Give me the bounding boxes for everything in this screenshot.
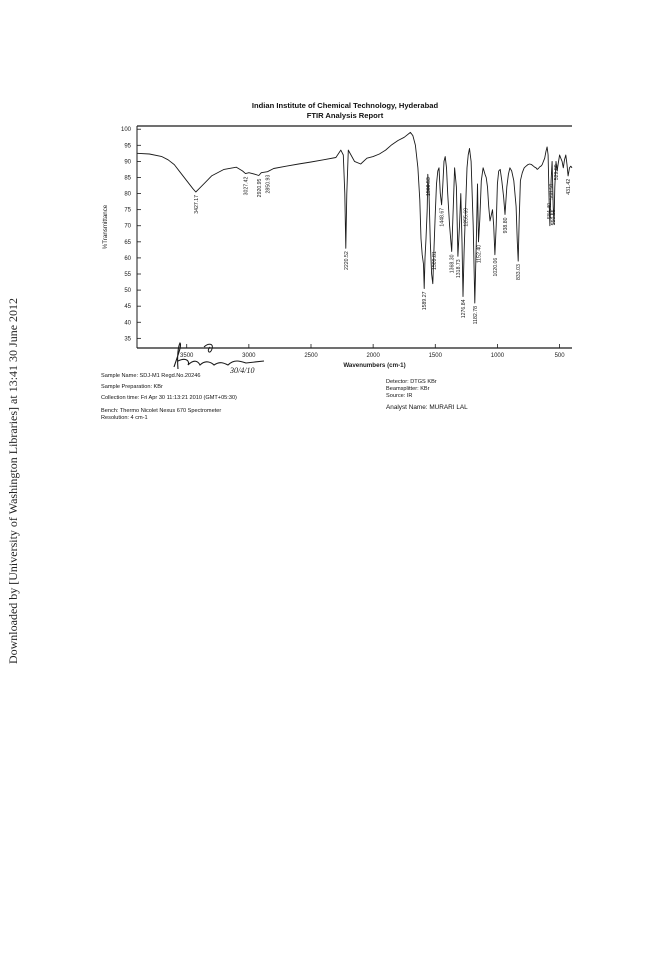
peak-label: 1448.67 bbox=[439, 207, 446, 227]
peak-label: 1276.84 bbox=[461, 299, 468, 319]
y-tick-label: 90 bbox=[124, 159, 131, 166]
download-watermark: Downloaded by [University of Washington Libraries] at 13:41 30 June 2012 bbox=[6, 297, 20, 665]
y-tick-label: 65 bbox=[124, 239, 131, 246]
report-subtitle: FTIR Analysis Report bbox=[306, 111, 384, 120]
y-tick-label: 45 bbox=[124, 304, 131, 311]
y-tick-label: 50 bbox=[124, 288, 131, 295]
peak-label: 568.50 bbox=[549, 183, 556, 200]
peak-label: 938.80 bbox=[503, 217, 510, 234]
y-axis-label: %Transmittance bbox=[102, 204, 109, 250]
analyst-name: Analyst Name: MURARI LAL bbox=[386, 404, 468, 411]
peak-label: 2850.93 bbox=[265, 174, 272, 194]
peak-label: 1318.73 bbox=[455, 259, 462, 279]
ftir-spectrum-chart bbox=[85, 118, 585, 378]
x-axis-label: Wavenumbers (cm-1) bbox=[343, 362, 406, 369]
peak-label: 431.42 bbox=[566, 178, 573, 195]
source: Source: IR bbox=[386, 393, 413, 399]
y-tick-label: 35 bbox=[124, 336, 131, 343]
collection-time: Collection time: Fri Apr 30 11:13:21 2010 (GMT+05:30) bbox=[101, 395, 237, 401]
x-tick-label: 1500 bbox=[428, 353, 442, 359]
peak-label: 1255.69 bbox=[463, 207, 470, 227]
y-tick-label: 100 bbox=[120, 127, 131, 134]
y-tick-label: 75 bbox=[124, 207, 131, 214]
y-tick-label: 55 bbox=[124, 272, 131, 278]
resolution: Resolution: 4 cm-1 bbox=[101, 415, 148, 421]
peak-label: 1152.40 bbox=[476, 244, 483, 264]
handwritten-signature bbox=[168, 337, 278, 377]
report-title: Indian Institute of Chemical Technology, Hyderabad bbox=[251, 101, 439, 110]
peak-label: 3027.42 bbox=[243, 176, 250, 196]
beamsplitter: Beamsplitter: KBr bbox=[386, 386, 430, 392]
y-tick-label: 80 bbox=[124, 191, 131, 198]
peak-label: 833.03 bbox=[516, 264, 523, 281]
peak-label: 1368.30 bbox=[449, 254, 456, 274]
y-tick-label: 60 bbox=[124, 255, 131, 262]
detector: Detector: DTGS KBr bbox=[386, 379, 437, 385]
y-tick-label: 40 bbox=[124, 320, 131, 327]
peak-label: 2220.52 bbox=[343, 251, 350, 271]
peak-label: 1182.78 bbox=[472, 305, 479, 325]
x-tick-label: 500 bbox=[554, 353, 565, 359]
x-tick-label: 1000 bbox=[490, 353, 505, 359]
x-tick-label: 2000 bbox=[366, 353, 380, 359]
peak-label: 550.55 bbox=[551, 209, 558, 226]
y-tick-label: 70 bbox=[124, 223, 131, 230]
peak-label: 2920.95 bbox=[256, 178, 263, 198]
x-tick-label: 2500 bbox=[304, 353, 318, 359]
peak-label: 1020.06 bbox=[492, 257, 499, 277]
y-tick-label: 95 bbox=[124, 143, 131, 150]
bench: Bench: Thermo Nicolet Nexus 670 Spectrometer bbox=[101, 408, 222, 414]
sample-preparation: Sample Preparation: KBr bbox=[101, 384, 163, 390]
sample-name: Sample Name: SDJ-M1 Regd.No.20246 bbox=[101, 373, 201, 379]
peak-label: 1589.27 bbox=[422, 291, 429, 311]
peak-label: 3427.17 bbox=[193, 194, 200, 214]
peak-label: 529.89 bbox=[553, 164, 560, 181]
peak-label: 584.40 bbox=[547, 203, 554, 219]
y-tick-label: 85 bbox=[124, 175, 131, 182]
peak-label: 1560.53 bbox=[425, 177, 432, 197]
signature-date: 30/4/10 bbox=[230, 366, 255, 375]
x-tick-label: 3500 bbox=[180, 353, 194, 359]
x-tick-label: 3000 bbox=[242, 353, 256, 359]
peak-label: 1509.81 bbox=[432, 251, 439, 271]
